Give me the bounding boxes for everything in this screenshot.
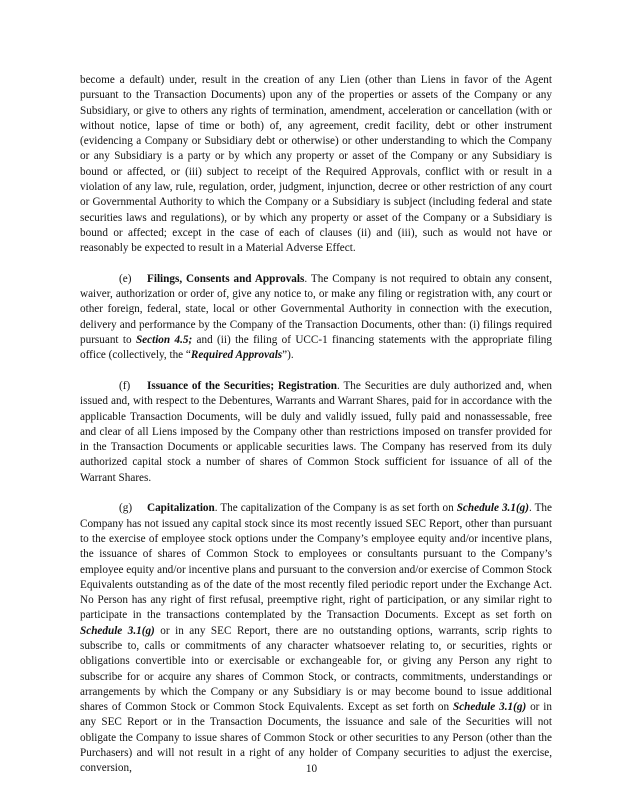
- section-g-text: or in any SEC Report, there are no outstanding options, warrants, scrip rights to subscribe to, calls or commitments of any character whatsoever relating to, or securities, rights or obligations convertible into or exercisable or exchangeable for, or giving any Person any right to subscribe for or acquire any shares of Common Stock, or contracts, commitments, understandings or arrangements by which the Company or any Subsidiary is or may become bound to issue additional shares of Common Stock or Common Stock Equivalents. Except as set forth on: [80, 624, 553, 714]
- section-e-label: (e): [119, 272, 132, 285]
- section-g-text: or in any SEC Report or in the Transaction Documents, the issuance and sale of the Securities will not obligate the Company to issue shares of Common Stock or other securities to any Person (other than the Purchasers) and will not result in a right of any holder of Company securities to adjust the exercise, conversion,: [80, 701, 552, 775]
- section-f-label: (f): [119, 379, 131, 392]
- schedule-reference: Schedule 3.1(g): [456, 502, 529, 515]
- section-g-text: . The Company has not issued any capital stock since its most recently issued SEC Report, other than pursuant to the exercise of employee stock options under the Company’s employee equity and/or incentive plans, the issuance of shares of Common Stock to employees or consultants pursuant to the Company’s employee equity and/or incentive plans and pursuant to the conversion and/or exercise of Common Stock Equivalents outstanding as of the date of the most recently filed periodic report under the Exchange Act. No Person has any right of first refusal, preemptive right, right of participation, or any similar right to participate in the transactions contemplated by the Transaction Documents. Except as set forth on: [80, 502, 552, 622]
- section-f-heading: Issuance of the Securities; Registration: [147, 379, 338, 392]
- section-e-paragraph: [80, 272, 552, 364]
- continuation-paragraph: become a default) under, result in the creation of any Lien (other than Liens in favor of the Agent pursuant to the Transaction Documents) upon any of the properties or assets of the Company or any Subsidiary, or give to others any rights of termination, amendment, acceleration or cancellation (with or without notice, lapse of time or both) of, any agreement, credit facility, debt or other instrument (evidencing a Company or Subsidiary debt or otherwise) or other understanding to which the Company or any Subsidiary is a party or by which any property or asset of the Company or any Subsidiary is bound or affected, or (iii) subject to receipt of the Required Approvals, conflict with or result in a violation of any law, rule, regulation, order, judgment, injunction, decree or other restriction of any court or Governmental Authority to which the Company or a Subsidiary is subject (including federal and state securities laws and regulations), or by which any property or asset of the Company or a Subsidiary is bound or affected; except in the case of each of clauses (ii) and (iii), such as would not have or reasonably be expected to result in a Material Adverse Effect.: [80, 74, 552, 255]
- section-e-heading: Filings, Consents and Approvals: [147, 272, 305, 285]
- section-f-paragraph: [80, 379, 552, 486]
- schedule-reference: Schedule 3.1(g): [80, 624, 155, 637]
- page-body: [80, 73, 552, 777]
- section-g-paragraph: [80, 501, 552, 776]
- section-e-text: and (ii) the filing of UCC-1 financing statements with the appropriate filing office (collectively, the “: [80, 334, 552, 362]
- section-e-reference: Section 4.5;: [135, 334, 193, 347]
- section-e-text: ”).: [282, 349, 294, 362]
- section-g-heading: Capitalization: [147, 502, 215, 515]
- schedule-reference: Schedule 3.1(g): [452, 701, 527, 714]
- section-g-label: (g): [119, 502, 133, 515]
- section-g-text: . The capitalization of the Company is as set forth on: [214, 502, 457, 515]
- section-e-text: . The Company is not required to obtain any consent, waiver, authorization or order of, give any notice to, or make any filing or registration with, any court or other foreign, federal, state, local or other Governmental Authority in connection with the execution, delivery and performance by the Company of the Transaction Documents, other than: (i) filings required pursuant to: [80, 272, 553, 347]
- page-number: 10: [305, 763, 318, 775]
- defined-term: Required Approvals: [190, 349, 283, 362]
- section-f-text: . The Securities are duly authorized and, when issued and, with respect to the Debentures, Warrants and Warrant Shares, paid for in accordance with the applicable Transaction Documents, will be duly and validly issued, fully paid and nonassessable, free and clear of all Liens imposed by the Company other than restrictions imposed on transfer provided for in the Transaction Documents or applicable securities laws. The Company has reserved from its duly authorized capital stock a number of shares of Common Stock sufficient for issuance of all of the Warrant Shares.: [80, 379, 553, 484]
